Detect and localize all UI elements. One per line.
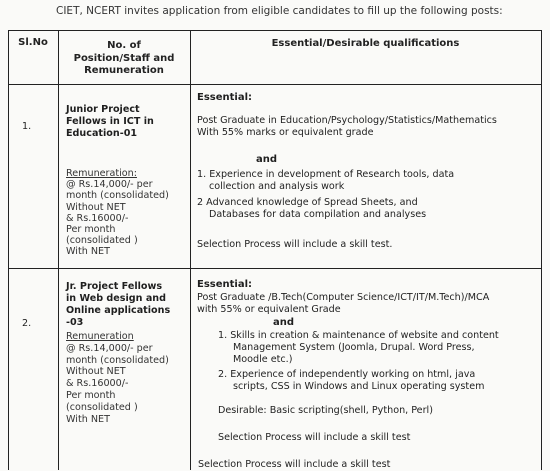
row2-essential-text: Post Graduate /B.Tech(Computer Science/ICT/IT/M.Tech)/MCA with 55% or equivalent Grade	[197, 292, 490, 315]
row1-position-title: Junior Project Fellows in ICT in Education-01	[66, 104, 154, 139]
header-qualifications: Essential/Desirable qualifications	[271, 38, 460, 49]
column-divider-2	[190, 30, 191, 470]
row1-item-2: 2 Advanced knowledge of Spread Sheets, and	[197, 197, 418, 208]
row2-slno: 2.	[22, 318, 32, 329]
table-left-border	[8, 30, 9, 470]
row2-essential-label: Essential:	[197, 279, 253, 290]
row2-item-2: 2. Experience of independently working on html, java	[218, 369, 476, 380]
row2-selection-cut: Selection Process will include a skill test	[198, 459, 391, 470]
header-position: No. of Position/Staff and Remuneration	[73, 40, 175, 76]
table-top-border	[8, 30, 542, 31]
row1-item-1: 1. Experience in development of Research tools, data	[197, 169, 455, 180]
header-slno: Sl.No	[18, 37, 48, 48]
row2-remuneration: Remuneration @ Rs.14,000/- per month (consolidated) Without NET & Rs.16000/- Per month (consolidated ) With NET	[66, 331, 169, 425]
row1-remuneration: Remuneration: @ Rs.14,000/- per month (consolidated) Without NET & Rs.16000/- Per month (consolidated ) With NET	[66, 168, 169, 258]
row2-item-1: 1. Skills in creation & maintenance of website and content	[218, 330, 499, 341]
row2-desirable: Desirable: Basic scripting(shell, Python, Perl)	[218, 405, 433, 416]
row2-position-title: Jr. Project Fellows in Web design and Online applications -03	[66, 281, 171, 328]
row2-item-2-cont: scripts, CSS in Windows and Linux operating system	[233, 381, 485, 392]
row1-selection: Selection Process will include a skill test.	[197, 239, 393, 250]
row1-item-2-cont: Databases for data compilation and analyses	[209, 209, 427, 220]
row1-essential-text: Post Graduate in Education/Psychology/Statistics/Mathematics With 55% marks or equivalent grade	[197, 115, 497, 138]
row2-item-1-cont: Management System (Joomla, Drupal. Word Press, Moodle etc.)	[233, 342, 475, 365]
row2-and: and	[273, 317, 295, 328]
row1-slno: 1.	[22, 121, 32, 132]
row1-item-1-cont: collection and analysis work	[209, 181, 345, 192]
column-divider-1	[58, 30, 59, 470]
intro-text: CIET, NCERT invites application from eligible candidates to fill up the following posts:	[56, 5, 503, 17]
row1-essential-label: Essential:	[197, 92, 253, 103]
row1-and: and	[256, 154, 278, 165]
row1-remuneration-label: Remuneration:	[66, 168, 137, 179]
row-divider	[8, 268, 542, 269]
row2-selection: Selection Process will include a skill test	[218, 432, 411, 443]
table-right-border	[541, 30, 542, 470]
header-bottom-border	[8, 84, 542, 85]
row2-remuneration-label: Remuneration	[66, 331, 134, 342]
